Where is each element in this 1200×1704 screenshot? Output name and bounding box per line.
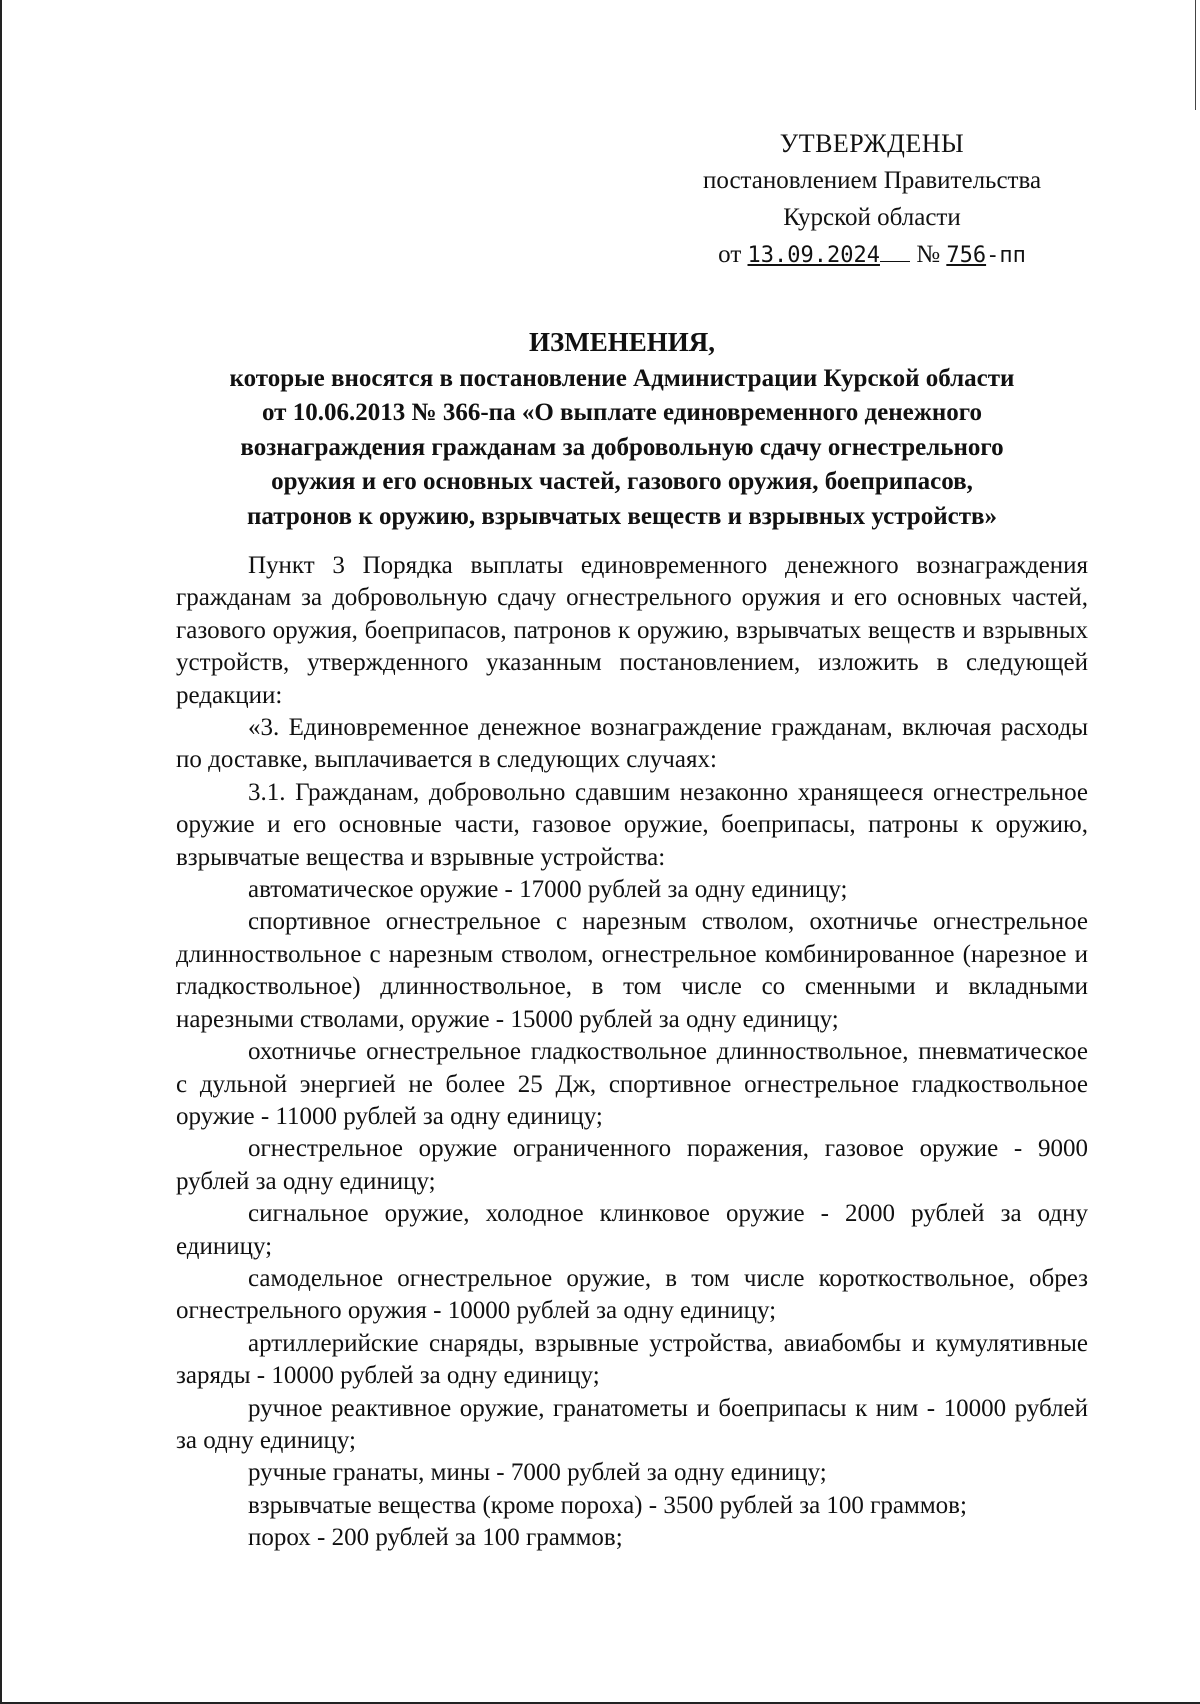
- body-paragraph: ручное реактивное оружие, гранатометы и боеприпасы к ним - 10000 рублей за одну единицу;: [176, 1394, 1088, 1454]
- body-paragraph: сигнальное оружие, холодное клинковое оружие - 2000 рублей за одну единицу;: [176, 1200, 1088, 1260]
- heading-main: ИЗМЕНЕНИЯ,: [528, 327, 715, 357]
- body-paragraph: порох - 200 рублей за 100 граммов;: [248, 1524, 623, 1552]
- body-paragraph: «3. Единовременное денежное вознаграждение гражданам, включая расходы по доставке, выплачивается в следующих случаях:: [176, 714, 1088, 774]
- body-paragraph: 3.1. Гражданам, добровольно сдавшим незаконно хранящееся огнестрельное оружие и его основные части, газовое оружие, боеприпасы, патроны к оружию, взрывчатые вещества и взрывные устройства:: [176, 778, 1088, 871]
- document-heading: [162, 325, 1082, 534]
- approval-number: 756: [946, 243, 987, 268]
- date-prefix: от: [718, 241, 742, 268]
- body-paragraph: автоматическое оружие - 17000 рублей за одну единицу;: [248, 876, 848, 904]
- approval-number-suffix: -пп: [986, 243, 1026, 268]
- body-paragraph: Пункт 3 Порядка выплаты единовременного денежного вознаграждения гражданам за добровольную сдачу огнестрельного оружия и его основных частей, газового оружия, боеприпасов, патронов к оружию, взрывчатых веществ и взрывных устройств, утвержденного указанным постановлением, изложить в следующей редакции:: [176, 552, 1088, 709]
- approval-title: УТВЕРЖДЕНЫ: [779, 129, 965, 158]
- approval-line-2: Курской области: [783, 204, 961, 231]
- heading-line: оружия и его основных частей, газового оружия, боеприпасов,: [271, 468, 973, 495]
- page-edge-line: [1195, 0, 1196, 110]
- heading-line: вознаграждения гражданам за добровольную сдачу огнестрельного: [240, 433, 1004, 461]
- body-paragraph: артиллерийские снаряды, взрывные устройства, авиабомбы и кумулятивные заряды - 10000 рублей за одну единицу;: [176, 1329, 1088, 1390]
- approval-date-line: [642, 236, 1102, 274]
- heading-line: от 10.06.2013 № 366-па «О выплате единовременного денежного: [262, 399, 982, 426]
- body-paragraph: самодельное огнестрельное оружие, в том числе короткоствольное, обрез огнестрельного оружия - 10000 рублей за одну единицу;: [176, 1264, 1088, 1325]
- body-paragraph: охотничье огнестрельное гладкоствольное длинноствольное, пневматическое с дульной энергией не более 25 Дж, спортивное огнестрельное гладкоствольное оружие - 11000 рублей за одну единицу;: [176, 1038, 1088, 1130]
- body-paragraph: взрывчатые вещества (кроме пороха) - 3500 рублей за 100 граммов;: [248, 1491, 967, 1519]
- date-underline-gap: [880, 241, 910, 262]
- body-paragraph: огнестрельное оружие ограниченного поражения, газовое оружие - 9000 рублей за одну единицу;: [176, 1135, 1088, 1195]
- approval-stamp-block: [642, 125, 1102, 274]
- heading-line: которые вносятся в постановление Администрации Курской области: [229, 364, 1015, 392]
- approval-line-1: постановлением Правительства: [702, 167, 1042, 194]
- heading-line: патронов к оружию, взрывчатых веществ и взрывных устройств»: [247, 502, 997, 530]
- document-body: [176, 550, 1088, 1555]
- body-paragraph: спортивное огнестрельное с нарезным стволом, охотничье огнестрельное длинноствольное с нарезным стволом, огнестрельное комбинированное (нарезное и гладкоствольное) длинноствольное, в том числе со сменными и вкладными нарезными стволами, оружие - 15000 рублей за одну единицу;: [176, 908, 1088, 1033]
- approval-date: 13.09.2024: [747, 243, 880, 268]
- number-prefix: №: [916, 241, 941, 268]
- body-paragraph: ручные гранаты, мины - 7000 рублей за одну единицу;: [248, 1459, 827, 1487]
